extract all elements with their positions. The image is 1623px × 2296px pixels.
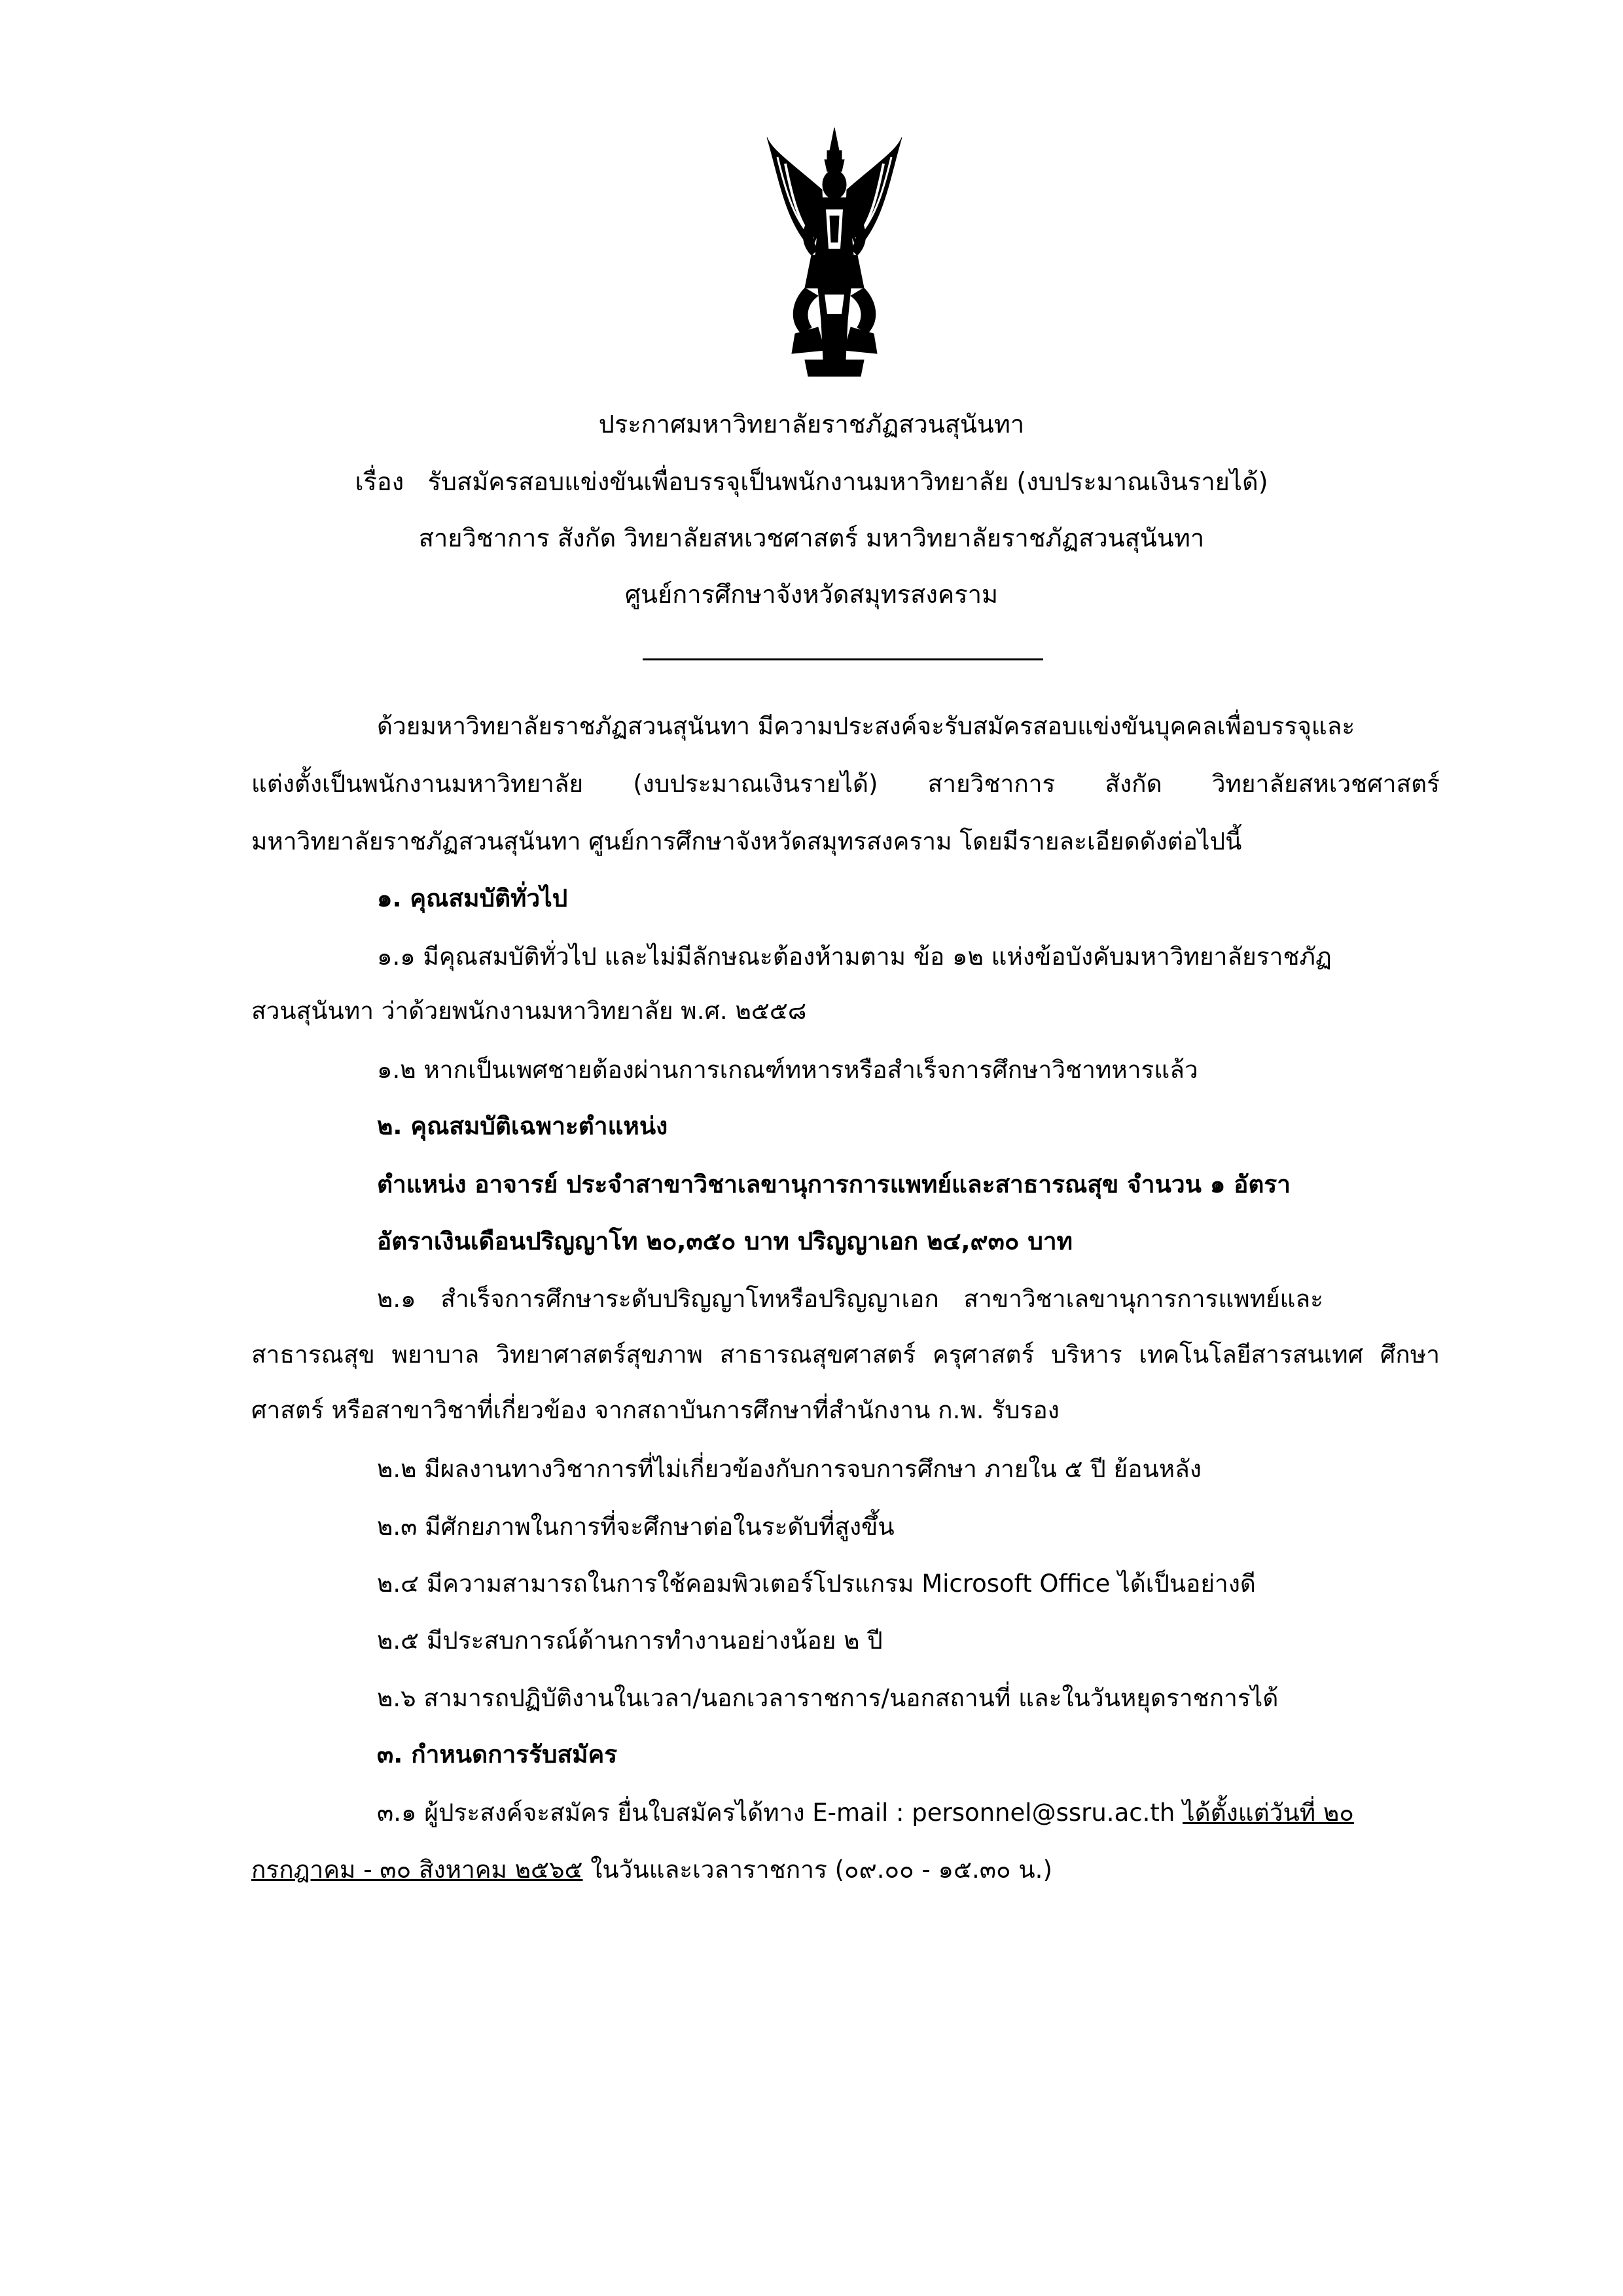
section3-item1-line1 — [377, 1790, 1354, 1836]
section1-item2: ๑.๒ หากเป็นเพศชายต้องผ่านการเกณฑ์ทหารหรือสำเร็จการศึกษาวิชาทหารแล้ว — [377, 1056, 1198, 1084]
section2-item3: ๒.๓ มีศักยภาพในการที่จะศึกษาต่อในระดับที่สูงขึ้น — [377, 1513, 895, 1541]
garuda-emblem-icon — [766, 124, 903, 380]
section2-item4: ๒.๔ มีความสามารถในการใช้คอมพิวเตอร์โปรแกรม Microsoft Office ได้เป็นอย่างดี — [377, 1570, 1256, 1598]
application-hours: ในวันและเวลาราชการ (๐๙.๐๐ - ๑๕.๓๐ น.) — [582, 1856, 1052, 1884]
section1-heading: ๑. คุณสมบัติทั่วไป — [377, 884, 568, 912]
announcement-subject — [0, 458, 1623, 505]
section3-item1-line2 — [251, 1847, 1052, 1893]
application-email-text: ๓.๑ ผู้ประสงค์จะสมัคร ยื่นใบสมัครได้ทาง E-mail : personnel@ssru.ac.th — [377, 1799, 1183, 1827]
section2-item1-line1: ๒.๑ สำเร็จการศึกษาระดับปริญญาโทหรือปริญญาเอก สาขาวิชาเลขานุการการแพทย์และ — [377, 1285, 1324, 1313]
section2-item2: ๒.๒ มีผลงานทางวิชาการที่ไม่เกี่ยวข้องกับการจบการศึกษา ภายใน ๕ ปี ย้อนหลัง — [377, 1455, 1202, 1483]
section2-item6: ๒.๖ สามารถปฏิบัติงานในเวลา/นอกเวลาราชการ/นอกสถานที่ และในวันหยุดราชการได้ — [377, 1684, 1279, 1712]
section1-item1-line2: สวนสุนันทา ว่าด้วยพนักงานมหาวิทยาลัย พ.ศ. ๒๕๕๘ — [251, 997, 807, 1025]
announcement-center: ศูนย์การศึกษาจังหวัดสมุทรสงคราม — [624, 580, 999, 609]
section3-heading: ๓. กำหนดการรับสมัคร — [377, 1740, 618, 1768]
position-title: ตำแหน่ง อาจารย์ ประจำสาขาวิชาเลขานุการการแพทย์และสาธารณสุข จำนวน ๑ อัตรา — [377, 1170, 1291, 1198]
intro-line-2: แต่งตั้งเป็นพนักงานมหาวิทยาลัย (งบประมาณเงินรายได้) สายวิชาการ สังกัด วิทยาลัยสหเวชศาสตร์ — [251, 770, 1440, 798]
salary-rate: อัตราเงินเดือนปริญญาโท ๒๐,๓๕๐ บาท ปริญญาเอก ๒๔,๙๓๐ บาท — [377, 1227, 1073, 1255]
intro-line-1: ด้วยมหาวิทยาลัยราชภัฏสวนสุนันทา มีความประสงค์จะรับสมัครสอบแข่งขันบุคคลเพื่อบรรจุและ — [377, 712, 1355, 740]
application-start-date: ได้ตั้งแต่วันที่ ๒๐ — [1183, 1799, 1354, 1827]
subject-text: รับสมัครสอบแข่งขันเพื่อบรรจุเป็นพนักงานมหาวิทยาลัย (งบประมาณเงินรายได้) — [427, 467, 1268, 496]
announcement-title: ประกาศมหาวิทยาลัยราชภัฏสวนสุนันทา — [598, 410, 1025, 439]
intro-line-3: มหาวิทยาลัยราชภัฏสวนสุนันทา ศูนย์การศึกษาจังหวัดสมุทรสงคราม โดยมีรายละเอียดดังต่อไปนี้ — [251, 827, 1242, 855]
subject-label: เรื่อง — [355, 467, 404, 496]
section2-item1-line3: ศาสตร์ หรือสาขาวิชาที่เกี่ยวข้อง จากสถาบันการศึกษาที่สำนักงาน ก.พ. รับรอง — [251, 1396, 1060, 1424]
header-divider — [643, 658, 1043, 660]
application-period: กรกฎาคม - ๓๐ สิงหาคม ๒๕๖๕ — [251, 1856, 583, 1884]
section2-heading: ๒. คุณสมบัติเฉพาะตำแหน่ง — [377, 1112, 668, 1140]
section2-item5: ๒.๕ มีประสบการณ์ด้านการทำงานอย่างน้อย ๒ ปี — [377, 1626, 883, 1655]
announcement-affiliation: สายวิชาการ สังกัด วิทยาลัยสหเวชศาสตร์ มหาวิทยาลัยราชภัฏสวนสุนันทา — [418, 524, 1205, 552]
section1-item1-line1: ๑.๑ มีคุณสมบัติทั่วไป และไม่มีลักษณะต้องห้ามตาม ข้อ ๑๒ แห่งข้อบังคับมหาวิทยาลัยราชภัฏ — [377, 942, 1332, 971]
section2-item1-line2: สาธารณสุข พยาบาล วิทยาศาสตร์สุขภาพ สาธารณสุขศาสตร์ ครุศาสตร์ บริหาร เทคโนโลยีสารสนเทศ ศึกษา — [251, 1340, 1440, 1369]
